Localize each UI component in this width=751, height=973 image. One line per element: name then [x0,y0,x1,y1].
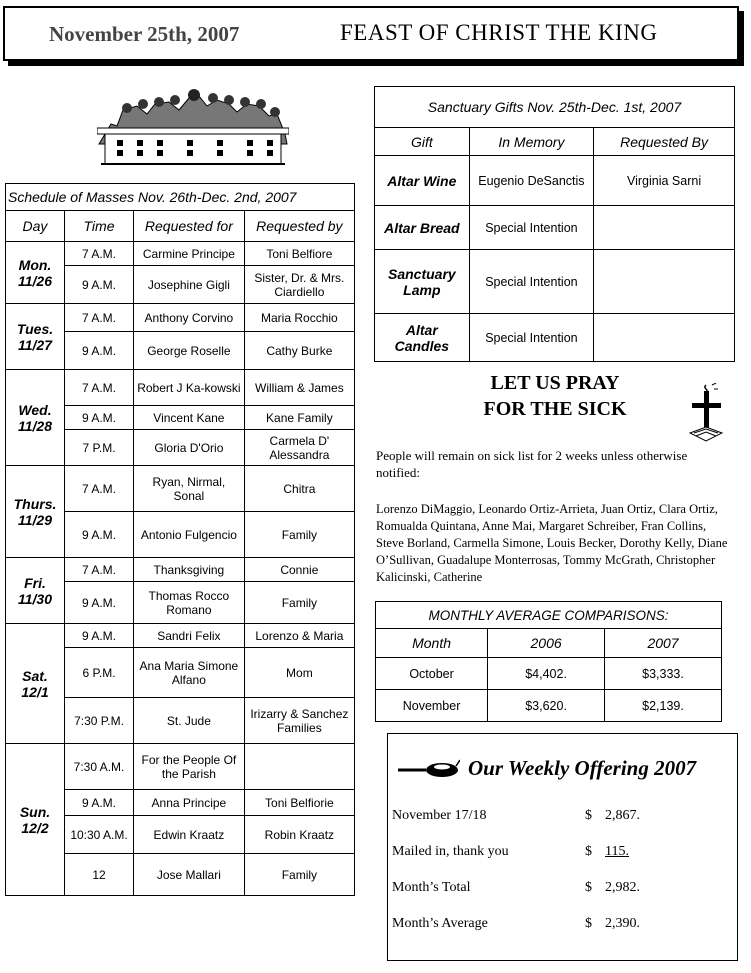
mass-requested-by: Sister, Dr. & Mrs. Ciardiello [244,266,354,304]
monthly-average-table [375,601,722,722]
mass-requested-by: Family [244,854,354,896]
mass-day-name: Mon. [18,256,52,273]
gifts-title: Sanctuary Gifts Nov. 25th-Dec. 1st, 2007 [375,87,735,128]
gift-requested-by [594,314,735,362]
mass-schedule-header-row [6,211,355,242]
mass-day-cell [6,242,65,304]
mass-requested-by: Family [244,582,354,624]
mass-schedule-table [5,183,355,896]
mass-column-header: Requested by [244,211,354,242]
mass-requested-for: Jose Mallari [134,854,245,896]
offering-currency: $ [585,844,592,859]
mass-row [6,744,355,790]
gift-requested-by [594,206,735,250]
offering-amount: 115. [605,844,629,859]
mass-requested-by: Connie [244,558,354,582]
mass-requested-for: Robert J Ka-kowski [134,370,245,406]
mass-day-cell [6,558,65,624]
mass-requested-by: Family [244,512,354,558]
oil-lamp-icon [398,758,460,780]
offering-label: November 17/18 [392,808,487,823]
gifts-header-row [375,128,735,156]
mass-time: 7 A.M. [64,304,133,332]
mass-requested-by: Toni Belfiorie [244,790,354,816]
mass-time: 10:30 A.M. [64,816,133,854]
monthly-2007: $2,139. [605,690,722,722]
mass-day-date: 11/28 [17,417,52,434]
monthly-2007: $3,333. [605,658,722,690]
mass-requested-by: Lorenzo & Maria [244,624,354,648]
gift-name: Altar Candles [375,314,470,362]
monthly-2006: $3,620. [488,690,605,722]
mass-requested-by: Cathy Burke [244,332,354,370]
monthly-month: November [376,690,488,722]
gift-in-memory: Special Intention [469,206,593,250]
offering-currency: $ [585,880,592,895]
gifts-column-header: Gift [375,128,470,156]
mass-row [6,304,355,332]
mass-requested-for: Thomas Rocco Romano [134,582,245,624]
offering-label: Mailed in, thank you [392,844,509,859]
mass-requested-by: William & James [244,370,354,406]
mass-day-date: 11/26 [17,272,52,289]
monthly-column-header: Month [376,629,488,658]
mass-day-cell [6,466,65,558]
bulletin-header [3,6,739,61]
mass-time: 7:30 P.M. [64,698,133,744]
mass-day-name: Tues. [16,320,54,337]
cross-with-book-icon [688,383,726,453]
offering-amount: 2,867. [605,808,640,823]
mass-requested-by: Chitra [244,466,354,512]
mass-requested-by: Kane Family [244,406,354,430]
mass-time: 6 P.M. [64,648,133,698]
mass-column-header: Time [64,211,133,242]
mass-requested-for: George Roselle [134,332,245,370]
mass-day-date: 12/2 [21,819,49,836]
pray-title-line1: LET US PRAY [490,372,620,394]
gift-name: Altar Bread [375,206,470,250]
mass-time: 9 A.M. [64,624,133,648]
gift-in-memory: Special Intention [469,314,593,362]
pray-for-sick-title [440,370,670,422]
mass-requested-for: Vincent Kane [134,406,245,430]
mass-time: 12 [64,854,133,896]
mass-day-cell [6,370,65,466]
bulletin-date: November 25th, 2007 [49,22,240,46]
last-supper-illustration [97,84,289,170]
mass-column-header: Day [6,211,65,242]
gift-row [375,314,735,362]
monthly-column-header: 2007 [605,629,722,658]
mass-requested-for: Josephine Gigli [134,266,245,304]
mass-requested-by [244,744,354,790]
sick-list-names: Lorenzo DiMaggio, Leonardo Ortiz-Arrieta, Juan Ortiz, Clara Ortiz, Romualda Quintana, Anne Mai, Margaret Schreiber, Fran Collins, Steve Borland, Carmella Simone, Louis Becker, Dorothy Kelly, Diane O’Sullivan, Guadalupe Monterrosas, Tommy McGrath, Christopher Kalicinski, Catherine [376,502,728,584]
mass-row [6,370,355,406]
monthly-row [376,690,722,722]
mass-day-name: Thurs. [13,495,57,512]
mass-day-name: Fri. [24,574,46,591]
mass-time: 9 A.M. [64,406,133,430]
mass-row [6,624,355,648]
mass-schedule-title: Schedule of Masses Nov. 26th-Dec. 2nd, 2007 [6,184,355,211]
feast-title: FEAST OF CHRIST THE KING [340,20,658,45]
mass-requested-for: Antonio Fulgencio [134,512,245,558]
mass-requested-for: Ryan, Nirmal, Sonal [134,466,245,512]
monthly-title-row [376,602,722,629]
offering-currency: $ [585,916,592,931]
monthly-title: MONTHLY AVERAGE COMPARISONS: [376,602,722,629]
mass-time: 9 A.M. [64,266,133,304]
mass-day-cell [6,624,65,744]
offering-label: Month’s Total [392,880,471,895]
mass-time: 7 P.M. [64,430,133,466]
mass-row [6,466,355,512]
sick-list-note: People will remain on sick list for 2 weeks unless otherwise notified: [376,448,688,480]
mass-requested-for: Anna Principe [134,790,245,816]
mass-day-name: Sat. [22,667,48,684]
mass-requested-for: Anthony Corvino [134,304,245,332]
mass-day-date: 11/27 [17,336,52,353]
offering-title: Our Weekly Offering 2007 [468,756,697,780]
mass-day-name: Sun. [19,803,51,820]
monthly-column-header: 2006 [488,629,605,658]
mass-time: 7:30 A.M. [64,744,133,790]
mass-row [6,558,355,582]
offering-amount: 2,390. [605,916,640,931]
gift-name: Altar Wine [375,156,470,206]
monthly-row [376,658,722,690]
gift-row [375,156,735,206]
mass-time: 9 A.M. [64,512,133,558]
gift-requested-by: Virginia Sarni [594,156,735,206]
mass-time: 7 A.M. [64,370,133,406]
mass-requested-by: Toni Belfiore [244,242,354,266]
mass-requested-by: Mom [244,648,354,698]
pray-title-line2: FOR THE SICK [483,398,627,420]
mass-requested-by: Carmela D' Alessandra [244,430,354,466]
mass-day-date: 11/29 [17,511,52,528]
gifts-column-header: Requested By [594,128,735,156]
mass-column-header: Requested for [134,211,245,242]
offering-currency: $ [585,808,592,823]
mass-requested-for: Ana Maria Simone Alfano [134,648,245,698]
offering-label: Month’s Average [392,916,488,931]
gift-row [375,206,735,250]
mass-time: 9 A.M. [64,582,133,624]
mass-requested-by: Maria Rocchio [244,304,354,332]
mass-time: 9 A.M. [64,332,133,370]
mass-day-date: 11/30 [17,590,52,607]
gift-name: Sanctuary Lamp [375,250,470,314]
mass-requested-for: Sandri Felix [134,624,245,648]
gifts-title-row [375,87,735,128]
monthly-2006: $4,402. [488,658,605,690]
mass-time: 7 A.M. [64,466,133,512]
gift-in-memory: Special Intention [469,250,593,314]
mass-schedule-title-row [6,184,355,211]
mass-row [6,242,355,266]
mass-requested-for: Thanksgiving [134,558,245,582]
monthly-month: October [376,658,488,690]
mass-requested-for: Carmine Principe [134,242,245,266]
mass-day-cell [6,744,65,896]
mass-requested-for: Gloria D'Orio [134,430,245,466]
sanctuary-gifts-table [374,86,735,362]
monthly-header-row [376,629,722,658]
gifts-column-header: In Memory [469,128,593,156]
mass-day-cell [6,304,65,370]
weekly-offering-box [387,733,738,961]
gift-in-memory: Eugenio DeSanctis [469,156,593,206]
mass-time: 9 A.M. [64,790,133,816]
mass-day-date: 12/1 [21,683,49,700]
offering-amount: 2,982. [605,880,640,895]
mass-requested-for: Edwin Kraatz [134,816,245,854]
mass-time: 7 A.M. [64,242,133,266]
mass-time: 7 A.M. [64,558,133,582]
gift-requested-by [594,250,735,314]
mass-requested-for: St. Jude [134,698,245,744]
mass-day-name: Wed. [18,401,52,418]
mass-requested-by: Irizarry & Sanchez Families [244,698,354,744]
gift-row [375,250,735,314]
mass-requested-for: For the People Of the Parish [134,744,245,790]
mass-requested-by: Robin Kraatz [244,816,354,854]
